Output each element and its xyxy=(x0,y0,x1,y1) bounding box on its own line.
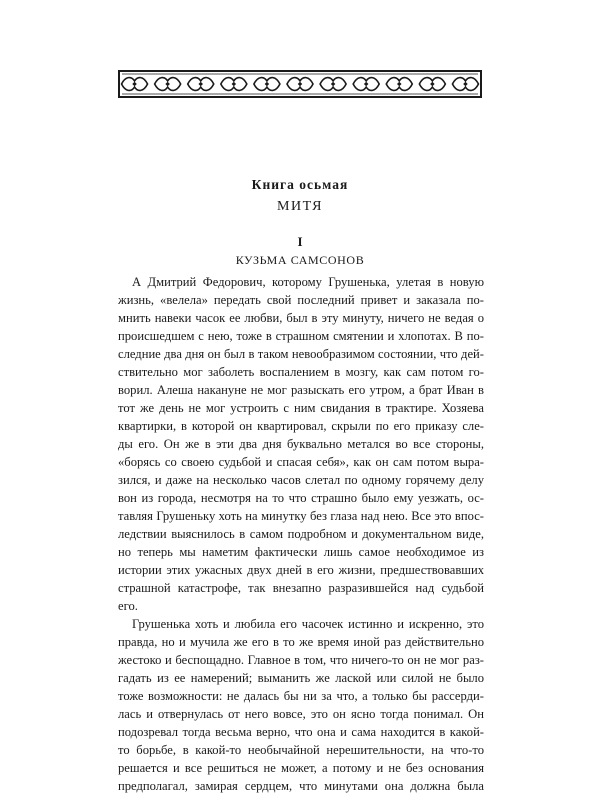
chapter-number: I xyxy=(297,234,303,249)
text-line: ствительно мог заболеть воспалением в мозгу, как сам потом го- xyxy=(118,365,484,379)
book-title: МИТЯ xyxy=(277,199,323,214)
text-line: страшной катастрофе, так внезапно разразившейся над судьбой xyxy=(118,581,484,595)
ornament-diamond xyxy=(298,82,303,87)
text-line: зился, и даже на несколько часов слетал по одному горячему делу xyxy=(118,473,484,487)
text-line: истории этих ужасных двух дней в его жизни, предшествовавших xyxy=(118,563,484,577)
ornament-diamond xyxy=(132,82,137,87)
body-text xyxy=(118,273,484,795)
text-line: предполагал, замирая сердцем, что минутами она должна была xyxy=(118,779,484,793)
ornament-diamond xyxy=(397,82,402,87)
text-line: «борясь со своею судьбой и спасая себя», как он сам потом выра- xyxy=(118,455,484,469)
text-line: ледствии выяснилось в самом подробном и документальном виде, xyxy=(118,527,484,541)
text-line: квартирки, в которой он квартировал, скрыли по его приказу сле- xyxy=(118,419,484,433)
text-line: ды его. Он же в эти два дня буквально метался во все стороны, xyxy=(118,437,484,451)
ornament-diamond xyxy=(463,82,468,87)
text-line: правда, но и мучила же его в то же время иной раз действительно xyxy=(118,635,484,649)
paragraph-2 xyxy=(118,615,484,795)
text-line: тавляя Грушеньку хоть на минутку без глаза над нею. Все это впос- xyxy=(118,509,484,523)
ornament-diamond xyxy=(430,82,435,87)
ornament-diamond xyxy=(265,82,270,87)
text-line: тоже возможности: не далась бы ни за что, а только бы рассерди- xyxy=(118,689,484,703)
text-line: его. xyxy=(118,599,138,613)
ornament-diamond xyxy=(165,82,170,87)
text-line: решается и все решиться не может, а потому и не без основания xyxy=(118,761,484,775)
text-line: Грушенька хоть и любила его часочек истинно и искренно, это xyxy=(132,617,484,631)
text-line: но теперь мы наметим фактически лишь самое необходимое из xyxy=(118,545,484,559)
ornament-diamond xyxy=(364,82,369,87)
text-line: вон из города, несмотря на то что страшно было ему уезжать, ос- xyxy=(118,491,484,505)
text-line: А Дмитрий Федорович, которому Грушенька, улетая в новую xyxy=(132,275,484,289)
text-line: следние два дня он был в таком невообразимом состоянии, что дей- xyxy=(118,347,484,361)
text-line: гадать из ее намерений; выманить же лаской или силой не было xyxy=(118,671,484,685)
text-line: лась и отвернулась от него вовсе, это он ясно тогда понимал. Он xyxy=(118,707,484,721)
ornament-diamond xyxy=(331,82,336,87)
text-line: мнить навеки часок ее любви, был в эту минуту, ничего не ведая о xyxy=(118,311,484,325)
ornament-diamond xyxy=(198,82,203,87)
text-line: жизнь, «велела» передать свой последний привет и заказала по- xyxy=(118,293,484,307)
text-line: жестоко и беспощадно. Главное в том, что ничего-то он не мог раз- xyxy=(118,653,484,667)
text-line: подозревал тогда весьма верно, что она и сама находится в какой- xyxy=(118,725,484,739)
paragraph-1 xyxy=(118,273,484,615)
text-line: происшедшем с нею, тоже в страшном смятении и хлопотах. В по- xyxy=(118,329,484,343)
ornament-diamond xyxy=(232,82,237,87)
book-heading: Книга осьмая xyxy=(251,177,349,192)
text-line: ворил. Алеша накануне не мог разыскать его утром, а брат Иван в xyxy=(118,383,484,397)
decorative-ornament-band xyxy=(118,70,482,98)
chapter-title: КУЗЬМА САМСОНОВ xyxy=(235,253,365,267)
text-line: то борьбе, в какой-то необычайной нерешительности, на что-то xyxy=(118,743,484,757)
text-line: тот же день не мог устроить с ним свидания в трактире. Хозяева xyxy=(118,401,484,415)
